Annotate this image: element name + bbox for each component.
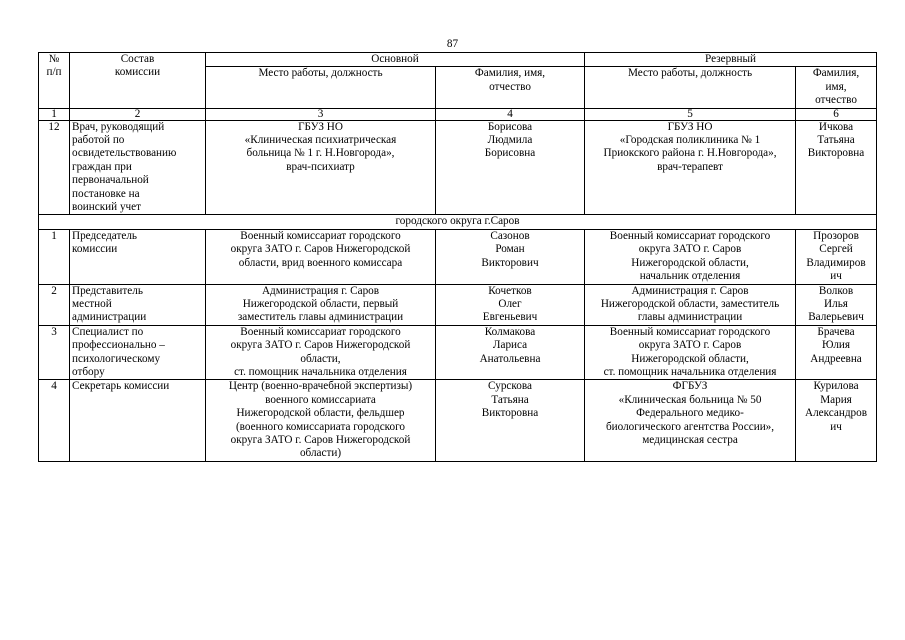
- column-number: 4: [436, 108, 585, 120]
- row-number: 12: [39, 120, 70, 215]
- main-workplace-cell: Военный комиссариат городского округа ЗАТО г. Саров Нижегородской области, ст. помощник начальника отделения: [206, 325, 436, 380]
- table-row: [39, 284, 877, 325]
- column-numbers-row: [39, 108, 877, 120]
- header-num: № п/п: [39, 53, 70, 109]
- row-number: 3: [39, 325, 70, 380]
- header-composition: Состав комиссии: [70, 53, 206, 109]
- reserve-workplace-cell: ГБУЗ НО «Городская поликлиника № 1 Приокского района г. Н.Новгорода», врач-терапевт: [585, 120, 796, 215]
- reserve-workplace-cell: ФГБУЗ «Клиническая больница № 50 Федерального медико- биологического агентства России», медицинская сестра: [585, 380, 796, 461]
- role-cell: Врач, руководящий работой по освидетельствованию граждан при первоначальной постановке на воинский учет: [70, 120, 206, 215]
- main-name-cell: Сазонов Роман Викторович: [436, 229, 585, 284]
- table-row: [39, 120, 877, 215]
- table-row: [39, 380, 877, 461]
- column-number: 5: [585, 108, 796, 120]
- main-name-cell: Кочетков Олег Евгеньевич: [436, 284, 585, 325]
- main-workplace-cell: Администрация г. Саров Нижегородской области, первый заместитель главы администрации: [206, 284, 436, 325]
- table-row: [39, 325, 877, 380]
- header-main: Основной: [206, 53, 585, 67]
- reserve-name-cell: Прозоров Сергей Владимиров ич: [796, 229, 877, 284]
- reserve-name-cell: Волков Илья Валерьевич: [796, 284, 877, 325]
- role-cell: Секретарь комиссии: [70, 380, 206, 461]
- commission-table: [38, 52, 877, 462]
- header-reserve-workplace: Место работы, должность: [585, 67, 796, 108]
- main-name-cell: Колмакова Лариса Анатольевна: [436, 325, 585, 380]
- page-number: 87: [446, 38, 459, 50]
- role-cell: Председатель комиссии: [70, 229, 206, 284]
- row-number: 1: [39, 229, 70, 284]
- column-number: 6: [796, 108, 877, 120]
- row-number: 4: [39, 380, 70, 461]
- main-workplace-cell: Военный комиссариат городского округа ЗАТО г. Саров Нижегородской области, врид военного комиссара: [206, 229, 436, 284]
- column-number: 3: [206, 108, 436, 120]
- table-row: [39, 229, 877, 284]
- header-main-workplace: Место работы, должность: [206, 67, 436, 108]
- section-title: городского округа г.Саров: [39, 215, 877, 229]
- main-name-cell: Сурскова Татьяна Викторовна: [436, 380, 585, 461]
- section-row: [39, 215, 877, 229]
- column-number: 1: [39, 108, 70, 120]
- header-reserve: Резервный: [585, 53, 877, 67]
- header-reserve-fio: Фамилия, имя, отчество: [796, 67, 877, 108]
- reserve-name-cell: Брачева Юлия Андреевна: [796, 325, 877, 380]
- main-workplace-cell: Центр (военно-врачебной экспертизы) военного комиссариата Нижегородской области, фельдшер (военного комиссариата городского округа ЗАТО г. Саров Нижегородской области): [206, 380, 436, 461]
- reserve-workplace-cell: Военный комиссариат городского округа ЗАТО г. Саров Нижегородской области, начальник отделения: [585, 229, 796, 284]
- reserve-name-cell: Ичкова Татьяна Викторовна: [796, 120, 877, 215]
- reserve-workplace-cell: Администрация г. Саров Нижегородской области, заместитель главы администрации: [585, 284, 796, 325]
- main-workplace-cell: ГБУЗ НО «Клиническая психиатрическая больница № 1 г. Н.Новгорода», врач-психиатр: [206, 120, 436, 215]
- role-cell: Специалист по профессионально – психологическому отбору: [70, 325, 206, 380]
- role-cell: Представитель местной администрации: [70, 284, 206, 325]
- header-main-fio: Фамилия, имя, отчество: [436, 67, 585, 108]
- column-number: 2: [70, 108, 206, 120]
- main-name-cell: Борисова Людмила Борисовна: [436, 120, 585, 215]
- reserve-name-cell: Курилова Мария Александров ич: [796, 380, 877, 461]
- row-number: 2: [39, 284, 70, 325]
- reserve-workplace-cell: Военный комиссариат городского округа ЗАТО г. Саров Нижегородской области, ст. помощник начальника отделения: [585, 325, 796, 380]
